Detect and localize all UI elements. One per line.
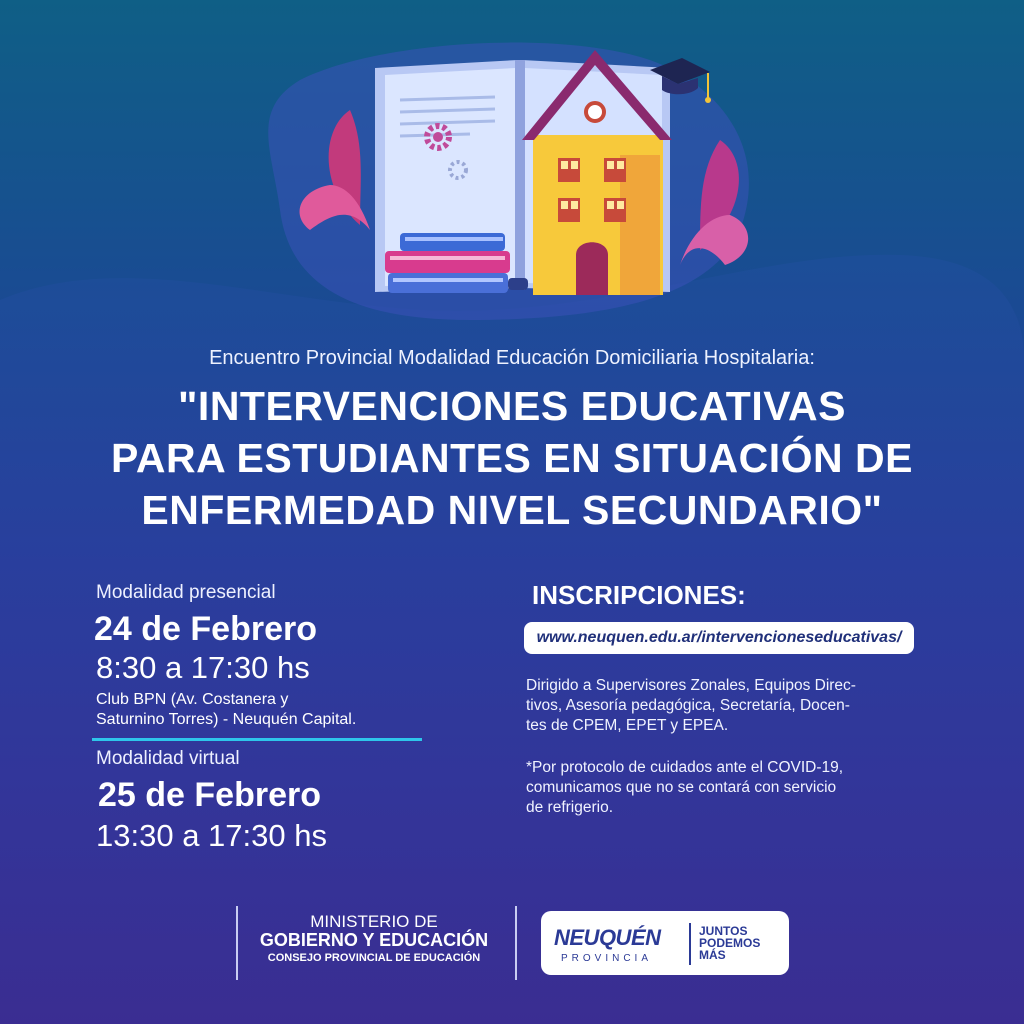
slogan-line: JUNTOS (699, 924, 748, 938)
ministry-line3: CONSEJO PROVINCIAL DE EDUCACIÓN (267, 952, 481, 964)
virtual-date: 25 de Febrero (98, 776, 321, 814)
hero-illustration (290, 40, 750, 340)
slogan (699, 925, 779, 961)
ministry-line2: GOBIERNO Y EDUCACIÓN (259, 930, 489, 950)
audience-line: tes de CPEM, EPET y EPEA. (526, 717, 729, 734)
virtual-label: Modalidad virtual (96, 748, 240, 769)
virtual-hours: 13:30 a 17:30 hs (96, 818, 327, 853)
logo-divider (689, 923, 691, 965)
covid-note-line: *Por protocolo de cuidados ante el COVID-19, (526, 759, 844, 776)
title-line: PARA ESTUDIANTES EN SITUACIÓN DE (111, 435, 913, 481)
footer-separator (515, 906, 517, 980)
audience-line: Dirigido a Supervisores Zonales, Equipos Direc- (526, 677, 856, 694)
event-title (0, 380, 1024, 536)
title-line: ENFERMEDAD NIVEL SECUNDARIO" (141, 487, 883, 533)
presencial-date: 24 de Febrero (94, 610, 317, 648)
section-divider (92, 738, 422, 741)
logo-sub-text: PROVINCIA (561, 953, 653, 964)
ministry-line1: MINISTERIO DE (310, 912, 438, 931)
presencial-label: Modalidad presencial (96, 582, 276, 603)
audience-line: tivos, Asesoría pedagógica, Secretaría, Docen- (526, 697, 850, 714)
covid-note-line: de refrigerio. (526, 799, 614, 816)
event-subtitle: Encuentro Provincial Modalidad Educación Domiciliaria Hospitalaria: (209, 347, 815, 369)
presencial-venue-line: Saturnino Torres) - Neuquén Capital. (96, 711, 357, 728)
slogan-line: PODEMOS (699, 936, 761, 950)
title-line: "INTERVENCIONES EDUCATIVAS (177, 383, 847, 429)
neuquen-logo (541, 911, 789, 975)
covid-note-line: comunicamos que no se contará con servicio (526, 779, 837, 796)
presencial-hours: 8:30 a 17:30 hs (96, 650, 310, 685)
presencial-venue-line: Club BPN (Av. Costanera y (96, 691, 289, 708)
slogan-line: MÁS (699, 948, 726, 962)
inscripciones-heading: INSCRIPCIONES: (532, 580, 746, 610)
registration-link[interactable]: www.neuquen.edu.ar/intervencioneseducativas/ (524, 622, 914, 654)
logo-main-text: NEUQUÉN (554, 925, 661, 950)
